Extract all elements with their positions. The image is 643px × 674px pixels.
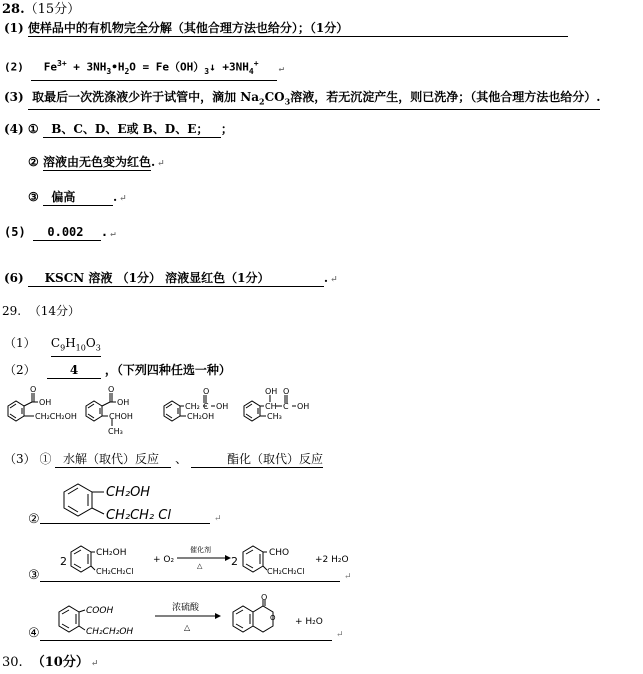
q29-part3-separator: 、 — [175, 452, 188, 466]
q28-part4-3: ③ 偏高 . ↵ — [28, 190, 127, 204]
q28-part3-text3: 溶液，若无沉淀产生，则已洗净；（其他合理方法也给分）. — [290, 90, 601, 104]
formula-h: H — [65, 336, 76, 350]
formula-c-count: 9 — [60, 343, 66, 353]
q29-sub2-structure — [58, 478, 198, 524]
q29-part1 — [4, 335, 101, 357]
q29-sub3-coef2: 2 — [231, 555, 238, 568]
q28-part4-circle3: ③ — [28, 190, 39, 204]
q29-sub4-label: ④ — [28, 626, 40, 641]
q28-part4-circle1: ① — [27, 122, 39, 136]
paragraph-mark: ↵ — [344, 572, 352, 582]
isomer4-ch3-label: CH₃ — [267, 412, 282, 421]
isomer3-c-label: C — [203, 402, 209, 411]
paragraph-mark: ↵ — [110, 229, 116, 239]
q29-sub3-reagent: + O₂ — [153, 555, 175, 565]
q29-sub2-group1: CH₂OH — [106, 485, 151, 500]
formula-h-count: 10 — [75, 343, 86, 353]
paragraph-mark: ↵ — [278, 63, 284, 74]
isomer2-choh-label: CHOH — [109, 412, 133, 421]
paragraph-mark: ↵ — [336, 630, 344, 640]
q28-part1 — [4, 20, 568, 37]
q28-part4-answer1 — [43, 121, 233, 138]
q28-part2 — [4, 56, 284, 81]
q28-part4-answer1-tail: ； — [220, 122, 233, 136]
isomer2-oh-label: OH — [117, 398, 130, 407]
eq-part-b: •H — [111, 60, 125, 74]
q28-part6-answer — [28, 270, 324, 287]
q28-part5-answer — [33, 224, 101, 241]
q29-sub4-group2: CH₂CH₂OH — [86, 627, 134, 637]
q29-sub4-byproduct: + H₂O — [295, 617, 323, 627]
isomer1-o-label: O — [30, 385, 37, 394]
q29-part3 — [4, 451, 323, 468]
q29-sub4-heat: △ — [184, 623, 191, 632]
q29-sub2-group2: CH₂CH₂ Cl — [106, 508, 171, 523]
q29-sub3-condition: 催化剂 — [190, 546, 211, 554]
q28-part1-answer — [28, 20, 568, 37]
q29-part1-formula — [51, 335, 101, 357]
isomer3-oh-label: OH — [216, 402, 229, 411]
q28-part6: (6) KSCN 溶液 （1分） 溶液显红色（1分） . ↵ — [4, 271, 338, 285]
paragraph-mark: ↵ — [157, 159, 165, 169]
q28-part3-text1: 取最后一次洗涤液少许于试管中，滴加 Na — [32, 90, 260, 104]
q29-sub3-heat: △ — [197, 562, 203, 570]
q28-heading — [2, 2, 80, 18]
q29-sub4-equation — [55, 594, 355, 640]
paragraph-mark: ↵ — [119, 194, 127, 204]
q29-part2-label: （2） — [4, 363, 36, 377]
formula-c: C — [50, 336, 61, 350]
q29-part2-note: ，（下列四种任选一种） — [104, 363, 231, 377]
q28-part4-2: ② 溶液由无色变为红色. ↵ — [28, 155, 165, 169]
isomer4-c-label: C — [283, 402, 289, 411]
eq-sub-b: 2 — [124, 66, 130, 76]
isomer2-o-label: O — [108, 385, 115, 394]
q29-heading — [2, 303, 80, 319]
q29-isomer-structures — [0, 384, 330, 442]
paragraph-mark: ↵ — [330, 275, 338, 285]
q29-score: （14分） — [28, 304, 81, 318]
q29-number: 29. — [2, 304, 22, 318]
eq-sub-a: 3 — [106, 66, 112, 76]
q28-number: 28. — [2, 2, 25, 17]
eq-part-c: O = Fe（OH） — [129, 60, 205, 74]
q28-part1-label: (1) — [4, 21, 24, 35]
eq-fe: Fe — [43, 60, 57, 74]
q29-sub3-product2: CH₂CH₂Cl — [267, 567, 305, 576]
q28-part4-answer1-text: B、C、D、E或 B、D、E； — [51, 122, 209, 136]
q29-part3-answer2 — [191, 451, 323, 468]
eq-charge-d: + — [253, 59, 259, 68]
q28-score: （15分） — [24, 2, 81, 17]
q30-score: （10分） — [31, 655, 89, 670]
q28-part3-text2: CO — [264, 90, 285, 104]
isomer4-oh-label: OH — [265, 387, 278, 396]
q28-part4-answer2-text: 溶液由无色变为红色 — [42, 155, 151, 169]
q29-sub3-group2: CH₂CH₂Cl — [96, 567, 134, 576]
q28-part2-equation — [31, 56, 277, 81]
q28-part3-sub2: 3 — [284, 96, 291, 107]
eq-sub-d: 4 — [248, 66, 254, 76]
q28-part4-1 — [4, 121, 233, 138]
q29-sub4-group1: COOH — [86, 606, 114, 616]
q29-sub3-product1: CHO — [269, 548, 290, 558]
q28-part5: (5) 0.002 . ↵ — [4, 225, 116, 239]
q28-part4-answer3 — [43, 189, 113, 206]
q29-sub2-label: ② — [28, 512, 40, 527]
q28-part4-circle2: ② — [28, 155, 39, 169]
formula-o-count: 3 — [95, 343, 101, 353]
q29-part3-answer2-text: 酯化（取代）反应 — [226, 452, 323, 466]
eq-sub-c: 3 — [204, 66, 210, 76]
q29-part2-answer — [47, 362, 101, 379]
isomer4-ch-label: CH — [265, 402, 277, 411]
paragraph-mark: ↵ — [90, 659, 99, 669]
isomer4-oh2-label: OH — [297, 402, 310, 411]
q29-part3-answer1-text: 水解（取代）反应 — [62, 452, 159, 466]
q28-part6-text: KSCN 溶液 （1分） 溶液显红色（1分） — [44, 271, 270, 285]
q29-sub4-underline — [40, 640, 332, 641]
paragraph-mark: ↵ — [214, 514, 222, 524]
q28-part6-label: (6) — [4, 271, 24, 285]
q28-part3-sub1: 2 — [259, 96, 265, 107]
q29-part2 — [4, 362, 231, 379]
q29-sub3-coef1: 2 — [60, 555, 67, 568]
q28-part5-text: 0.002 — [47, 225, 84, 239]
q28-part4-label: (4) — [4, 122, 24, 136]
q29-part2-answer-text: 4 — [69, 363, 79, 377]
q28-part3-answer — [28, 89, 600, 110]
isomer4-o-label: O — [283, 387, 290, 396]
q29-part3-label: （3） — [4, 452, 36, 466]
q29-part3-answer1 — [55, 451, 171, 468]
q28-part5-label: (5) — [4, 225, 26, 239]
q29-part1-label: （1） — [4, 336, 36, 350]
q30-number: 30. — [2, 655, 23, 670]
eq-fe-charge: 3+ — [57, 59, 67, 68]
isomer2-ch3-label: CH₃ — [108, 427, 123, 436]
q28-part4-answer2 — [43, 154, 151, 171]
q29-sub4-ring-o: O — [270, 614, 276, 622]
q28-part2-label: (2) — [4, 60, 24, 74]
q29-sub3-byproduct: +2 H₂O — [315, 555, 349, 565]
q29-sub3-group1: CH₂OH — [96, 548, 127, 558]
q28-part4-answer3-text: 偏高 — [51, 190, 76, 204]
q29-part3-circle1: ① — [39, 452, 52, 466]
q29-sub3-label: ③ — [28, 568, 40, 583]
isomer3-ch2-label: CH₂ — [185, 402, 200, 411]
isomer1-side-label: CH₂CH₂OH — [35, 412, 77, 421]
eq-part-d: ↓ +3NH — [209, 60, 249, 74]
q30-heading — [2, 655, 98, 672]
isomer1-oh-label: OH — [39, 398, 52, 407]
q29-sub4-condition: 浓硫酸 — [172, 603, 200, 613]
q29-sub3-equation — [55, 540, 375, 582]
q29-sub4-carbonyl-o: O — [261, 594, 268, 602]
formula-o: O — [85, 336, 96, 350]
q28-part1-text: 使样品中的有机物完全分解（其他合理方法也给分）；（1分） — [27, 21, 349, 35]
isomer3-side-label: CH₂OH — [187, 412, 215, 421]
q28-part3 — [4, 89, 600, 110]
q28-part3-label: (3) — [4, 90, 24, 104]
eq-part-a: + 3NH — [73, 60, 107, 74]
isomer3-o-label: O — [203, 387, 210, 396]
